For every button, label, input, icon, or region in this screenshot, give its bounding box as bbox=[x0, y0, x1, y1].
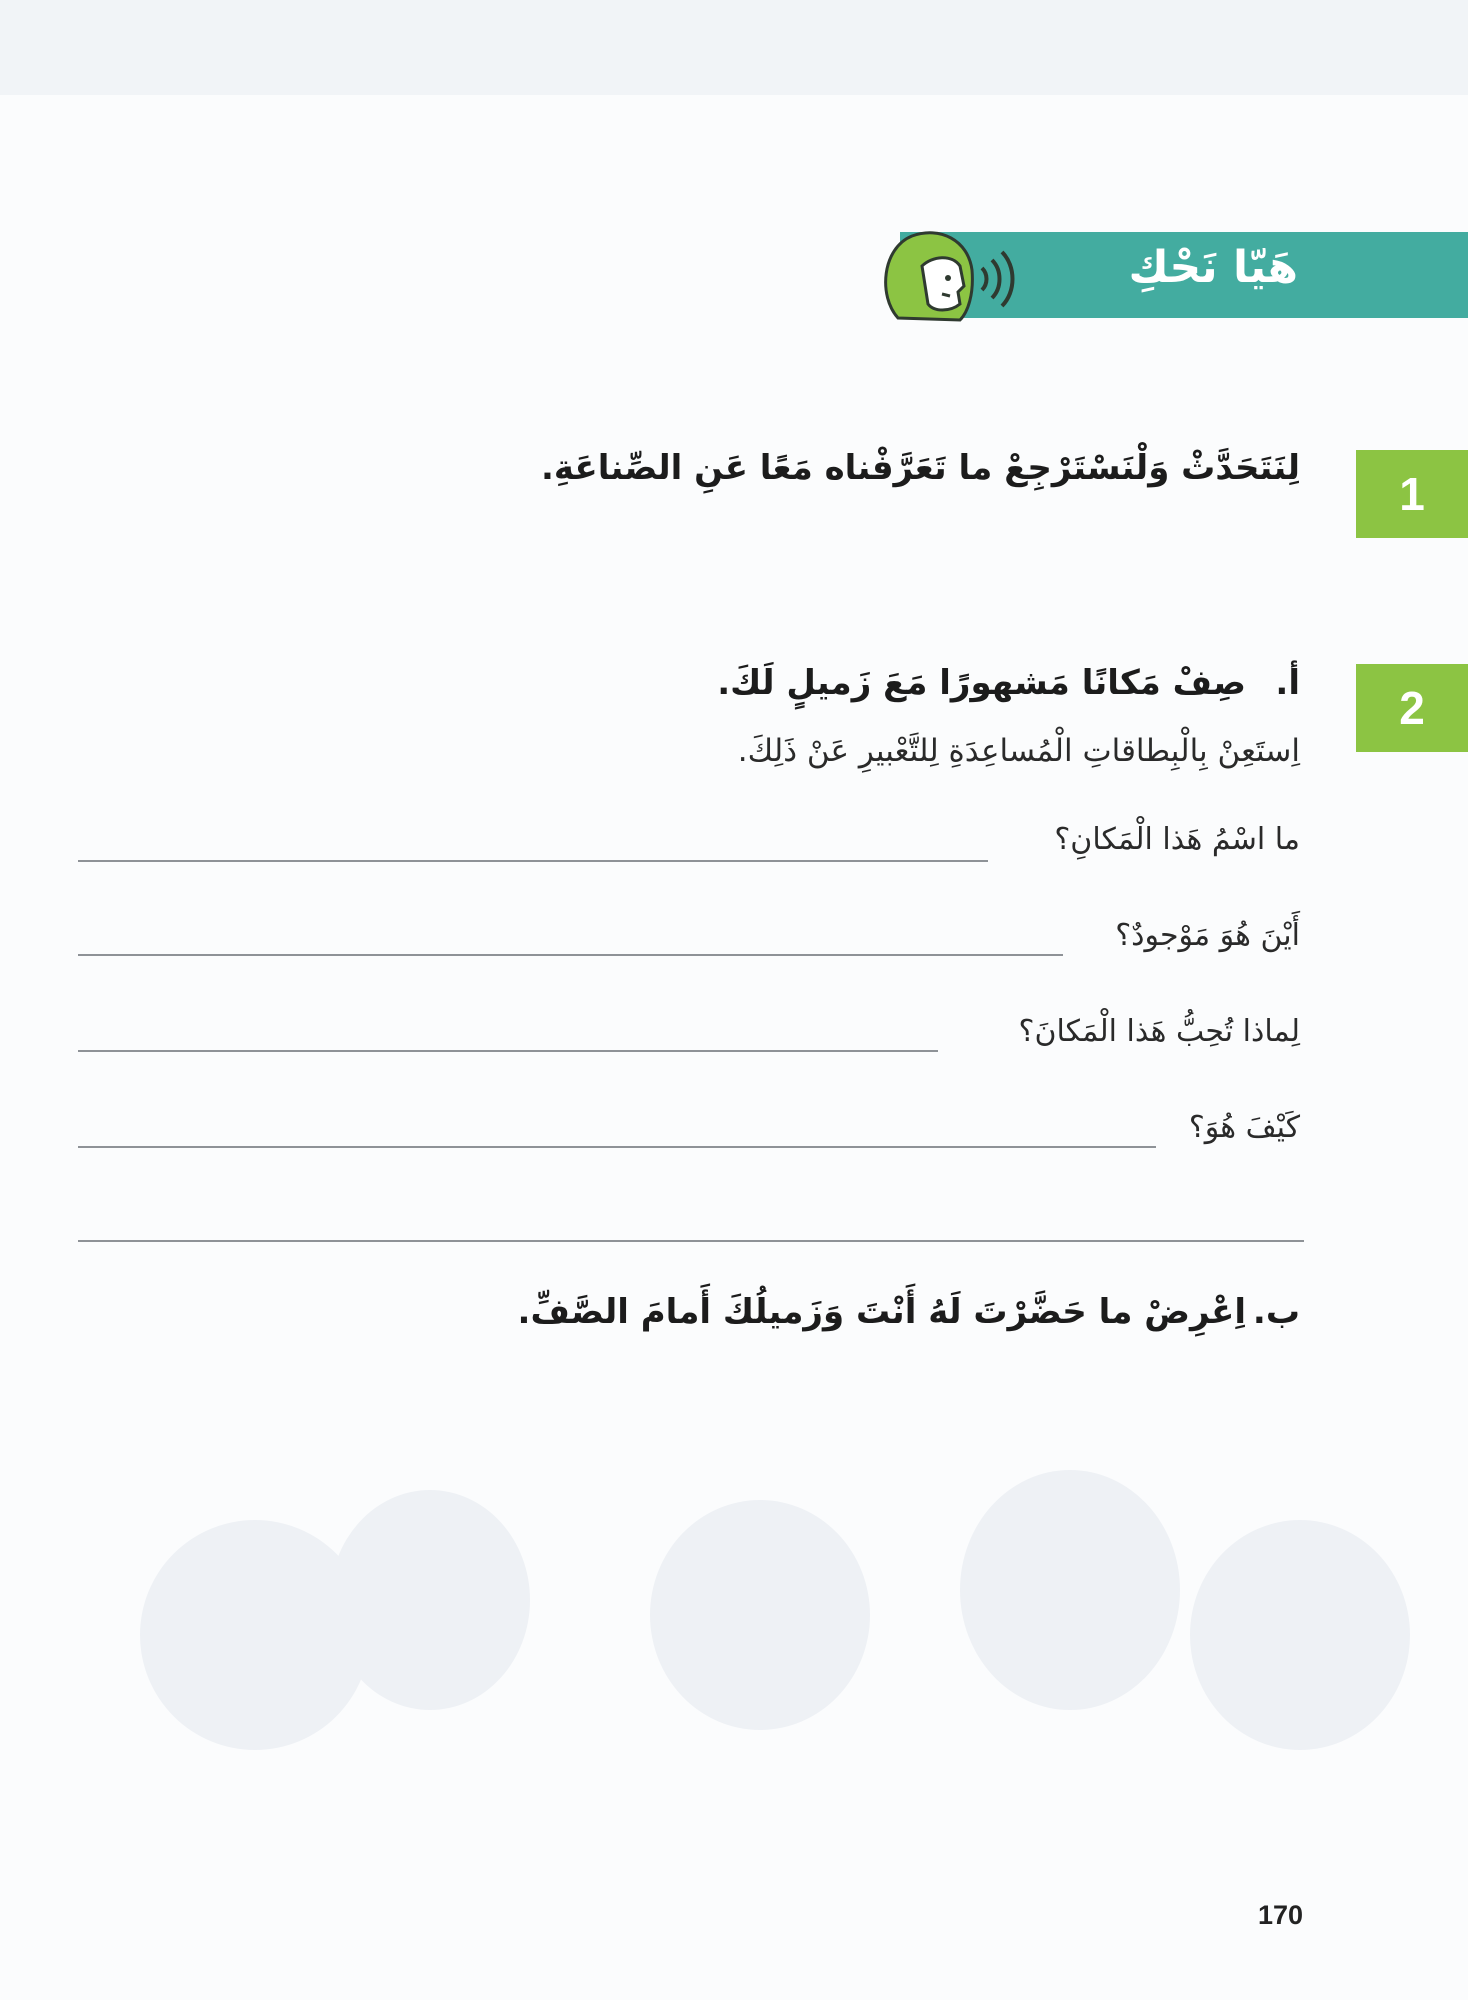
question-place-name: ما اسْمُ هَذا الْمَكانِ؟ bbox=[1054, 822, 1300, 857]
page-number: 170 bbox=[1258, 1900, 1304, 1930]
answer-line-2[interactable] bbox=[78, 954, 1063, 956]
answer-line-5[interactable] bbox=[78, 1240, 1304, 1242]
question-place-location: أَيْنَ هُوَ مَوْجودٌ؟ bbox=[1115, 918, 1300, 953]
answer-line-1[interactable] bbox=[78, 860, 988, 862]
faded-illustration bbox=[960, 1470, 1180, 1710]
part-b-instruction: اِعْرِضْ ما حَضَّرْتَ لَهُ أَنْتَ وَزَميلُكَ أَمامَ الصَّفِّ. bbox=[517, 1292, 1246, 1332]
part-a-letter: أ. bbox=[1275, 663, 1300, 703]
faded-illustration bbox=[1190, 1520, 1410, 1750]
part-a-hint: اِستَعِنْ بِالْبِطاقاتِ الْمُساعِدَةِ لِلتَّعْبيرِ عَنْ ذَلِكَ. bbox=[737, 733, 1300, 769]
answer-line-4[interactable] bbox=[78, 1146, 1156, 1148]
section-title: هَيّا نَحْكِ bbox=[1128, 242, 1298, 293]
part-b-letter: ب. bbox=[1252, 1292, 1300, 1332]
faded-top-band bbox=[0, 0, 1468, 95]
faded-illustration bbox=[330, 1490, 530, 1710]
answer-line-3[interactable] bbox=[78, 1050, 938, 1052]
question-how-is-it: كَيْفَ هُوَ؟ bbox=[1188, 1110, 1300, 1145]
question-why-like: لِماذا تُحِبُّ هَذا الْمَكانَ؟ bbox=[1018, 1014, 1300, 1049]
faded-illustration bbox=[650, 1500, 870, 1730]
part-a-instruction: صِفْ مَكانًا مَشهورًا مَعَ زَميلٍ لَكَ. bbox=[717, 663, 1246, 703]
exercise-1-instruction: لِنَتَحَدَّثْ وَلْنَسْتَرْجِعْ ما تَعَرَّفْناه مَعًا عَنِ الصِّناعَةِ. bbox=[540, 448, 1300, 488]
exercise-number-2: 2 bbox=[1356, 664, 1468, 752]
speaking-person-icon bbox=[870, 226, 1020, 326]
exercise-number-1: 1 bbox=[1356, 450, 1468, 538]
